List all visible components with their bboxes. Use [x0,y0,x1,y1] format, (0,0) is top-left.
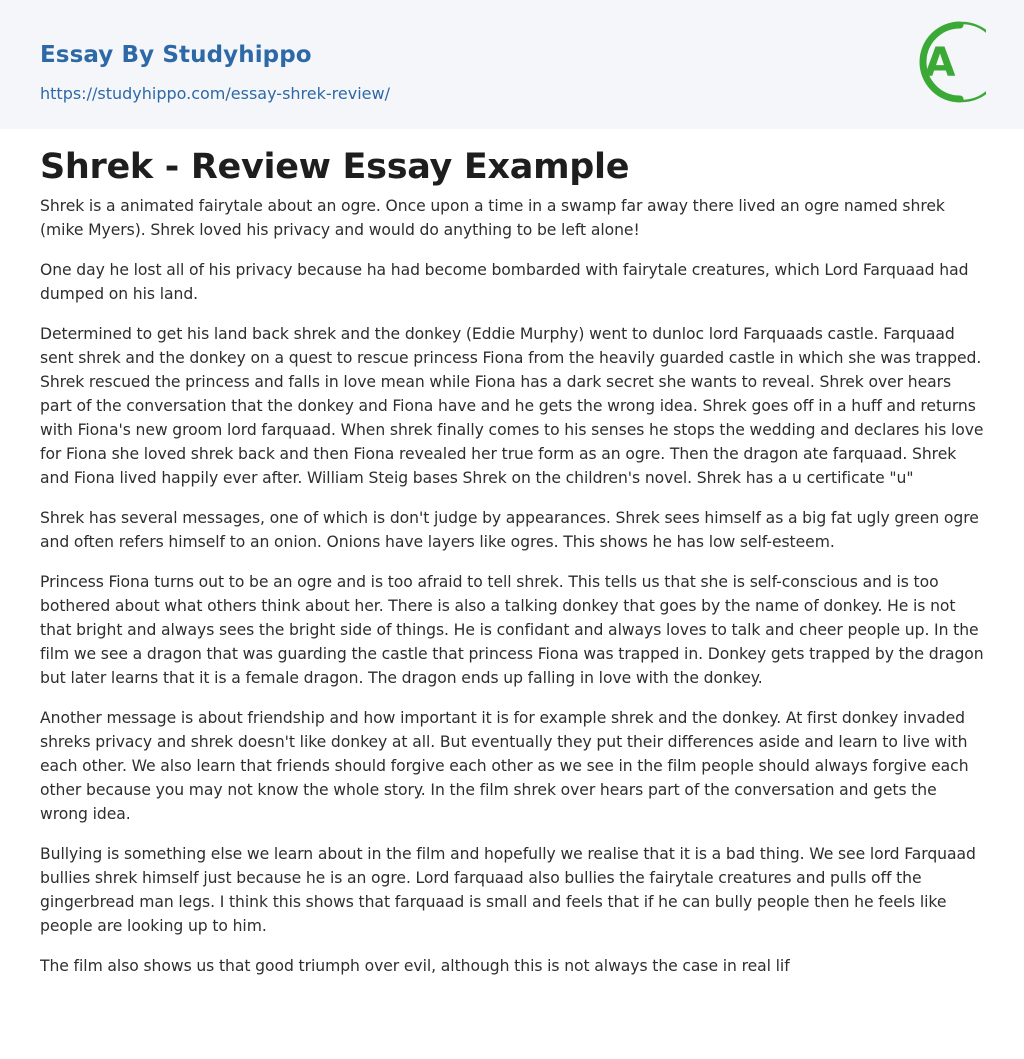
paragraph: Another message is about friendship and how important it is for example shrek and the donkey. At first donkey invaded shreks privacy and shrek doesn't like donkey at all. But eventually they put their differences aside and learn to live with each other. We also learn that friends should forgive each other as we see in the film people should always forgive each other because you may not know the whole story. In the film shrek over hears part of the conversation and gets the wrong idea. [40,709,969,823]
paragraph: Determined to get his land back shrek and the donkey (Eddie Murphy) went to dunloc lord Farquaads castle. Farquaad sent shrek and the donkey on a quest to rescue princess Fiona from the heavily guarded castle in which she was trapped. Shrek rescued the princess and falls in love mean while Fiona has a dark secret she wants to reveal. Shrek over hears part of the conversation that the donkey and Fiona have and he gets the wrong idea. Shrek goes off in a huff and returns with Fiona's new groom lord farquaad. When shrek finally comes to his senses he stops the wedding and declares his love for Fiona she loved shrek back and then Fiona revealed her true form as an ogre. Then the dragon ate farquaad. Shrek and Fiona lived happily ever after. William Steig bases Shrek on the children's novel. Shrek has a u certificate "u" [40,325,984,487]
logo-letter: A [924,40,956,86]
paragraph: The film also shows us that good triumph over evil, although this is not always the case in real lif [40,957,790,975]
paragraph: One day he lost all of his privacy because ha had become bombarded with fairytale creatures, which Lord Farquaad had dumped on his land. [40,261,969,303]
paragraph: Shrek is a animated fairytale about an ogre. Once upon a time in a swamp far away there lived an ogre named shrek (mike Myers). Shrek loved his privacy and would do anything to be left alone! [40,197,945,239]
studyhippo-logo-icon[interactable] [912,19,986,105]
article-body [40,194,986,994]
site-brand[interactable]: Essay By Studyhippo [40,42,312,68]
paragraph: Bullying is something else we learn about in the film and hopefully we realise that it is a bad thing. We see lord Farquaad bullies shrek himself just because he is an ogre. Lord farquaad also bullies the fairytale creatures and pulls off the gingerbread man legs. I think this shows that farquaad is small and feels that if he can bully people then he feels like people are looking up to him. [40,845,976,935]
page-url-link[interactable]: https://studyhippo.com/essay-shrek-review/ [40,84,390,103]
paragraph: Shrek has several messages, one of which is don't judge by appearances. Shrek sees himself as a big fat ugly green ogre and often refers himself to an onion. Onions have layers like ogres. This shows he has low self-esteem. [40,509,979,551]
page-title: Shrek - Review Essay Example [40,147,630,187]
paragraph: Princess Fiona turns out to be an ogre and is too afraid to tell shrek. This tells us that she is self-conscious and is too bothered about what others think about her. There is also a talking donkey that goes by the name of donkey. He is not that bright and always sees the bright side of things. He is confidant and always loves to talk and cheer people up. In the film we see a dragon that was guarding the castle that princess Fiona was trapped in. Donkey gets trapped by the dragon but later learns that it is a female dragon. The dragon ends up falling in love with the donkey. [40,573,984,687]
